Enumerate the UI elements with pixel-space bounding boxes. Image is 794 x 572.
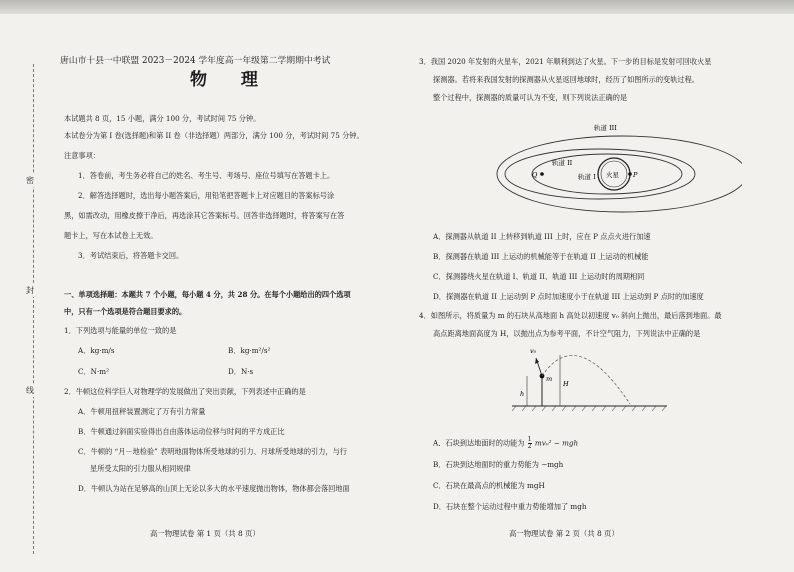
q3-option-b: B．探测器在轨道 III 上运动的机械能等于在轨道 II 上运动的机械能 <box>433 252 649 261</box>
section-heading: 一、单项选择题：本题共 7 个小题，每小题 4 分，共 28 分。在每个小题给出的四个选项 <box>64 290 351 299</box>
notes-title: 注意事项： <box>64 151 100 160</box>
point-p-dot <box>628 172 632 176</box>
q2-option-c-cont: 星所受太阳的引力服从相同规律 <box>90 464 191 473</box>
orbit-1-label: 轨道 I <box>578 173 596 181</box>
q4-stem-cont: 高点距离地面高度为 H，以抛出点为参考平面，不计空气阻力，下列说法中正确的是 <box>433 329 701 338</box>
fraction-numerator: 1 <box>527 436 532 443</box>
mass-label: m <box>546 375 553 383</box>
intro-line: 本试卷分为第 I 卷(选择题)和第 II 卷（非选择题）两部分，满分 100 分，考试时间 75 分钟。 <box>64 131 364 140</box>
orbit-2-label: 轨道 II <box>552 159 573 167</box>
q4-option-d: D．石块在整个运动过程中重力势能增加了 mgh <box>433 502 587 511</box>
scan-top-band <box>0 0 794 14</box>
q4-option-c: C．石块在最高点的机械能为 mgH <box>433 481 545 490</box>
intro-line: 本试题共 8 页，15 小题，满分 100 分，考试时间 75 分钟。 <box>64 114 261 123</box>
H-label: H <box>563 380 569 388</box>
q3-option-d: D．探测器在轨道 II 上运动到 P 点时加速度小于在轨道 III 上运动到 P 点时的加速度 <box>433 292 704 301</box>
exam-page-1 <box>0 14 397 562</box>
note-line: 2．解答选择题时，选出每小题答案后，用铅笔把答题卡上对应题目的答案标号涂 <box>78 191 335 200</box>
q2-option-c: C．牛顿的 “月－地检验” 表明地面物体所受地球的引力、月球所受地球的引力，与行 <box>78 447 347 456</box>
ground-hatch <box>512 406 666 411</box>
fraction-denominator: 2 <box>527 443 532 450</box>
point-q-dot <box>540 172 544 176</box>
q3-option-c: C．探测器绕火星在轨道 I、轨道 II、轨道 III 上运动时的周期相同 <box>433 272 645 281</box>
q4-option-a-text: A．石块到达地面时的动能为 <box>433 438 525 448</box>
q2-option-d: D．牛顿认为站在足够高的山顶上无论以多大的水平速度抛出物体，物体都会落回地面 <box>78 484 350 493</box>
page-footer: 高一物理试卷 第 1 页（共 8 页） <box>150 529 260 538</box>
q4-option-a <box>433 437 578 450</box>
q1-option-d: D．N·s <box>228 367 254 376</box>
fraction <box>528 437 532 450</box>
q3-stem: 3．我国 2020 年发射的火星车，2021 年顺利到达了火星。下一步的目标是发射可回收火星 <box>419 57 712 66</box>
mars-label: 火星 <box>606 171 619 179</box>
binding-char: 线 <box>26 386 34 395</box>
exam-header: 唐山市十县一中联盟 2023－2024 学年度高一年级第二学期期中考试 <box>60 56 331 66</box>
q2-option-b: B．牛顿通过斜面实验得出自由落体运动位移与时间的平方成正比 <box>78 427 285 436</box>
q2-option-a: A．牛顿用扭秤装置测定了万有引力常量 <box>78 407 206 416</box>
velocity-arrowhead <box>535 358 539 364</box>
q4-stem: 4．如图所示，将质量为 m 的石块从高地面 h 高处以初速度 v₀ 斜向上抛出，最后落到地面。最 <box>419 311 722 320</box>
q4-option-b: B．石块到达地面时的重力势能为 −mgh <box>433 460 564 469</box>
v0-label: v₀ <box>530 347 537 355</box>
q4-option-a-formula: mv₀² − mgh <box>534 438 579 448</box>
point-p-label: P <box>633 171 638 179</box>
orbit-diagram <box>482 114 742 219</box>
orbit-3-label: 轨道 III <box>594 124 617 132</box>
binding-char: 封 <box>26 286 34 295</box>
section-heading: 中，只有一个选项是符合题目要求的。 <box>64 307 187 316</box>
q1-option-c: C．N·m² <box>78 367 109 376</box>
binding-line <box>33 64 34 554</box>
q1-stem: 1．下列选项与能量的单位一致的是 <box>64 326 177 335</box>
note-line: 3．考试结束后，将答题卡交回。 <box>78 251 184 260</box>
subject-title: 物 理 <box>190 70 272 90</box>
q3-stem-cont: 探测器。若将来我国发射的探测器从火星返回地球时，经历了如图所示的变轨过程。 <box>433 75 699 84</box>
trajectory-path <box>542 356 630 404</box>
exam-page-2 <box>397 14 794 562</box>
point-q-label: Q <box>532 171 538 179</box>
note-line: 题卡上，写在本试卷上无效。 <box>64 231 158 240</box>
note-line: 黑，如需改动，用橡皮擦干净后，再选涂其它答案标号。回答非选择题时，将答案写在答 <box>64 211 345 220</box>
projectile-diagram <box>502 336 672 424</box>
q1-option-a: A．kg·m/s <box>78 346 115 355</box>
q1-option-b: B．kg·m²/s² <box>228 346 271 355</box>
note-line: 1．答卷前，考生务必将自己的姓名、考生号、考场号、座位号填写在答题卡上。 <box>78 171 335 180</box>
h-label: h <box>520 390 525 398</box>
q2-stem: 2．牛顿这位科学巨人对物理学的发展做出了突出贡献，下列表述中正确的是 <box>64 387 306 396</box>
q3-stem-cont: 整个过程中，探测器的质量可认为不变，则下列说法正确的是 <box>433 93 628 102</box>
q3-option-a: A．探测器从轨道 II 上转移到轨道 III 上时，应在 P 点点火进行加速 <box>433 232 651 241</box>
binding-char: 密 <box>26 176 34 185</box>
page-footer: 高一物理试卷 第 2 页（共 8 页） <box>509 529 619 538</box>
